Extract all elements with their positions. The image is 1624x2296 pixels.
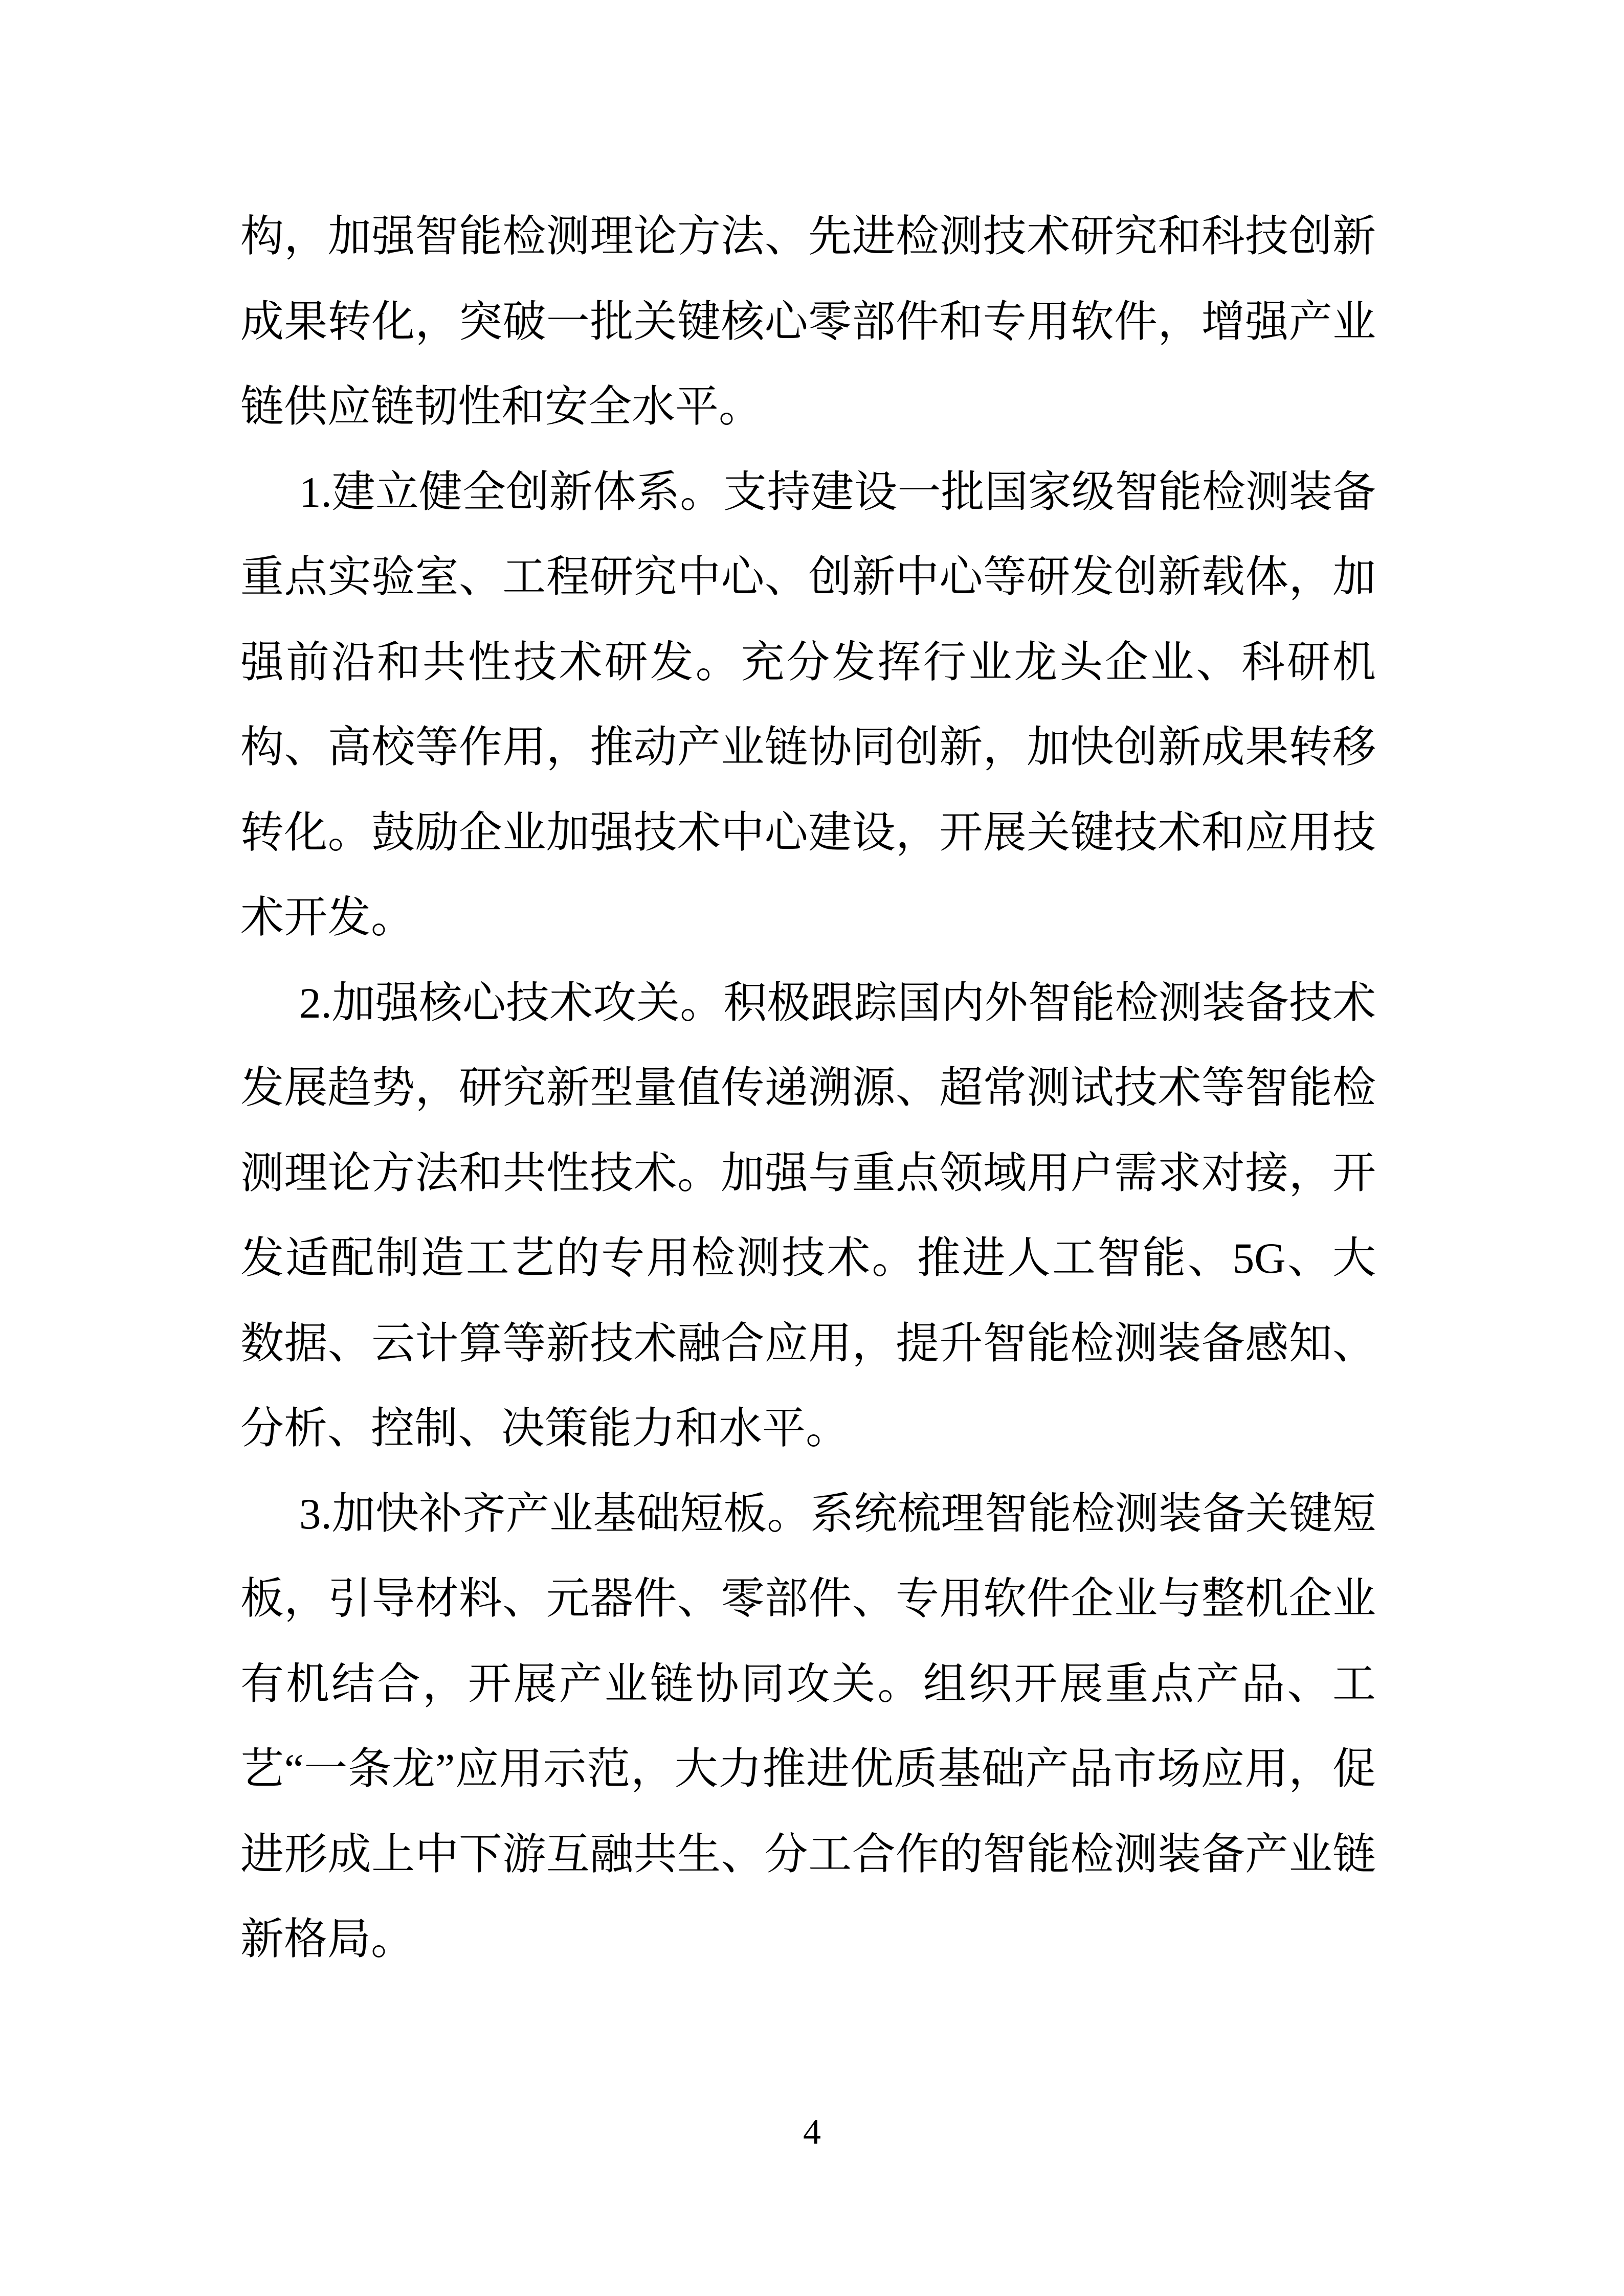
- document-body: [240, 194, 1376, 1983]
- page-footer: [0, 2109, 1624, 2155]
- paragraph-continuation: 构，加强智能检测理论方法、先进检测技术研究和科技创新成果转化，突破一批关键核心零部件和专用软件，增强产业链供应链韧性和安全水平。: [240, 213, 1376, 431]
- paragraph-item-2: 2.加强核心技术攻关。积极跟踪国内外智能检测装备技术发展趋势，研究新型量值传递溯源、超常测试技术等智能检测理论方法和共性技术。加强与重点领域用户需求对接，开发适配制造工艺的专用检测技术。推进人工智能、5G、大数据、云计算等新技术融合应用，提升智能检测装备感知、分析、控制、决策能力和水平。: [240, 979, 1376, 1453]
- page-number: 4: [803, 2112, 821, 2152]
- paragraph-item-3: 3.加快补齐产业基础短板。系统梳理智能检测装备关键短板，引导材料、元器件、零部件、专用软件企业与整机企业有机结合，开展产业链协同攻关。组织开展重点产品、工艺“一条龙”应用示范，大力推进优质基础产品市场应用，促进形成上中下游互融共生、分工合作的智能检测装备产业链新格局。: [240, 1490, 1376, 1964]
- paragraph-item-1: 1.建立健全创新体系。支持建设一批国家级智能检测装备重点实验室、工程研究中心、创新中心等研发创新载体，加强前沿和共性技术研发。充分发挥行业龙头企业、科研机构、高校等作用，推动产业链协同创新，加快创新成果转移转化。鼓励企业加强技术中心建设，开展关键技术和应用技术开发。: [240, 468, 1376, 942]
